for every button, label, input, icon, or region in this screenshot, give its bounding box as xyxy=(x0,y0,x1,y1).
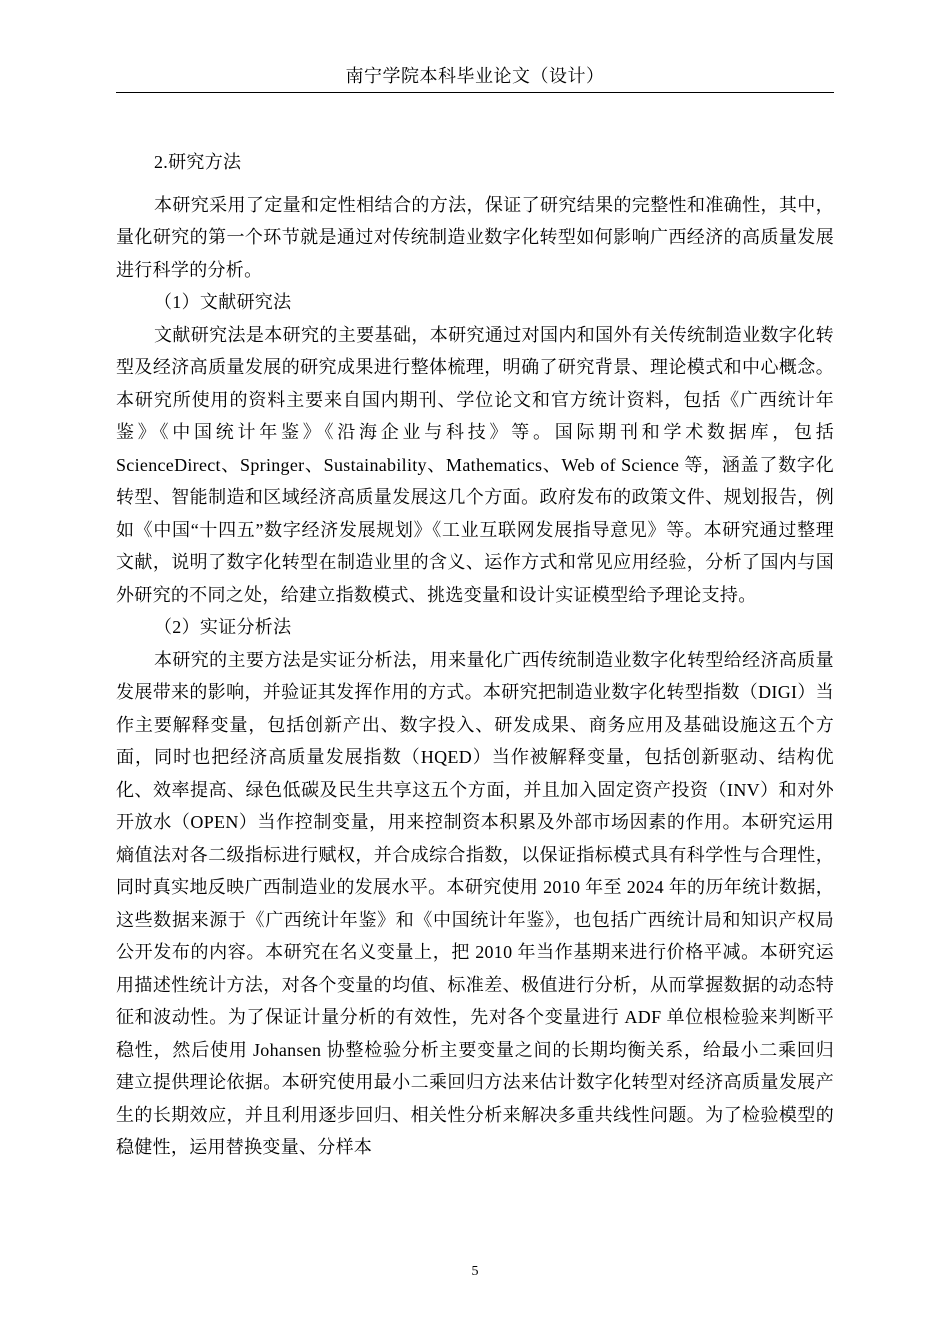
method1-paragraph: 文献研究法是本研究的主要基础，本研究通过对国内和国外有关传统制造业数字化转型及经济高质量发展的研究成果进行整体梳理，明确了研究背景、理论模式和中心概念。本研究所使用的资料主要来自国内期刊、学位论文和官方统计资料，包括《广西统计年鉴》《中国统计年鉴》《沿海企业与科技》等。国际期刊和学术数据库，包括 ScienceDirect、Springer、Sustainability、Mathematics、Web of Science 等，涵盖了数字化转型、智能制造和区域经济高质量发展这几个方面。政府发布的政策文件、规划报告，例如《中国“十四五”数字经济发展规划》《工业互联网发展指导意见》等。本研究通过整理文献，说明了数字化转型在制造业里的含义、运作方式和常见应用经验，分析了国内与国外研究的不同之处，给建立指数模式、挑选变量和设计实证模型给予理论支持。 xyxy=(116,324,834,605)
page-number: 5 xyxy=(471,1264,479,1279)
header-rule xyxy=(116,92,834,93)
main-content xyxy=(116,146,834,1164)
method2-paragraph: 本研究的主要方法是实证分析法，用来量化广西传统制造业数字化转型给经济高质量发展带来的影响，并验证其发挥作用的方式。本研究把制造业数字化转型指数（DIGI）当作主要解释变量，包括创新产出、数字投入、研发成果、商务应用及基础设施这五个方面，同时也把经济高质量发展指数（HQED）当作被解释变量，包括创新驱动、结构优化、效率提高、绿色低碳及民生共享这五个方面，并且加入固定资产投资（INV）和对外开放水（OPEN）当作控制变量，用来控制资本积累及外部市场因素的作用。本研究运用熵值法对各二级指标进行赋权，并合成综合指数，以保证指标模式具有科学性与合理性，同时真实地反映广西制造业的发展水平。本研究使用 2010 年至 2024 年的历年统计数据，这些数据来源于《广西统计年鉴》和《中国统计年鉴》，也包括广西统计局和知识产权局公开发布的内容。本研究在名义变量上，把 2010 年当作基期来进行价格平减。本研究运用描述性统计方法，对各个变量的均值、标准差、极值进行分析，从而掌握数据的动态特征和波动性。为了保证计量分析的有效性，先对各个变量进行 ADF 单位根检验来判断平稳性，然后使用 Johansen 协整检验分析主要变量之间的长期均衡关系，给最小二乘回归建立提供理论依据。本研究使用最小二乘回归方法来估计数字化转型对经济高质量发展产生的长期效应，并且利用逐步回归、相关性分析来解决多重共线性问题。为了检验模型的稳健性，运用替换变量、分样本 xyxy=(116,649,834,1157)
method2-heading: （2）实证分析法 xyxy=(154,617,292,637)
section-title: 2.研究方法 xyxy=(154,152,242,172)
running-header: 南宁学院本科毕业论文（设计） xyxy=(345,66,605,86)
intro-paragraph: 本研究采用了定量和定性相结合的方法，保证了研究结果的完整性和准确性，其中，量化研究的第一个环节就是通过对传统制造业数字化转型如何影响广西经济的高质量发展进行科学的分析。 xyxy=(116,194,834,280)
method1-heading: （1）文献研究法 xyxy=(154,292,292,312)
